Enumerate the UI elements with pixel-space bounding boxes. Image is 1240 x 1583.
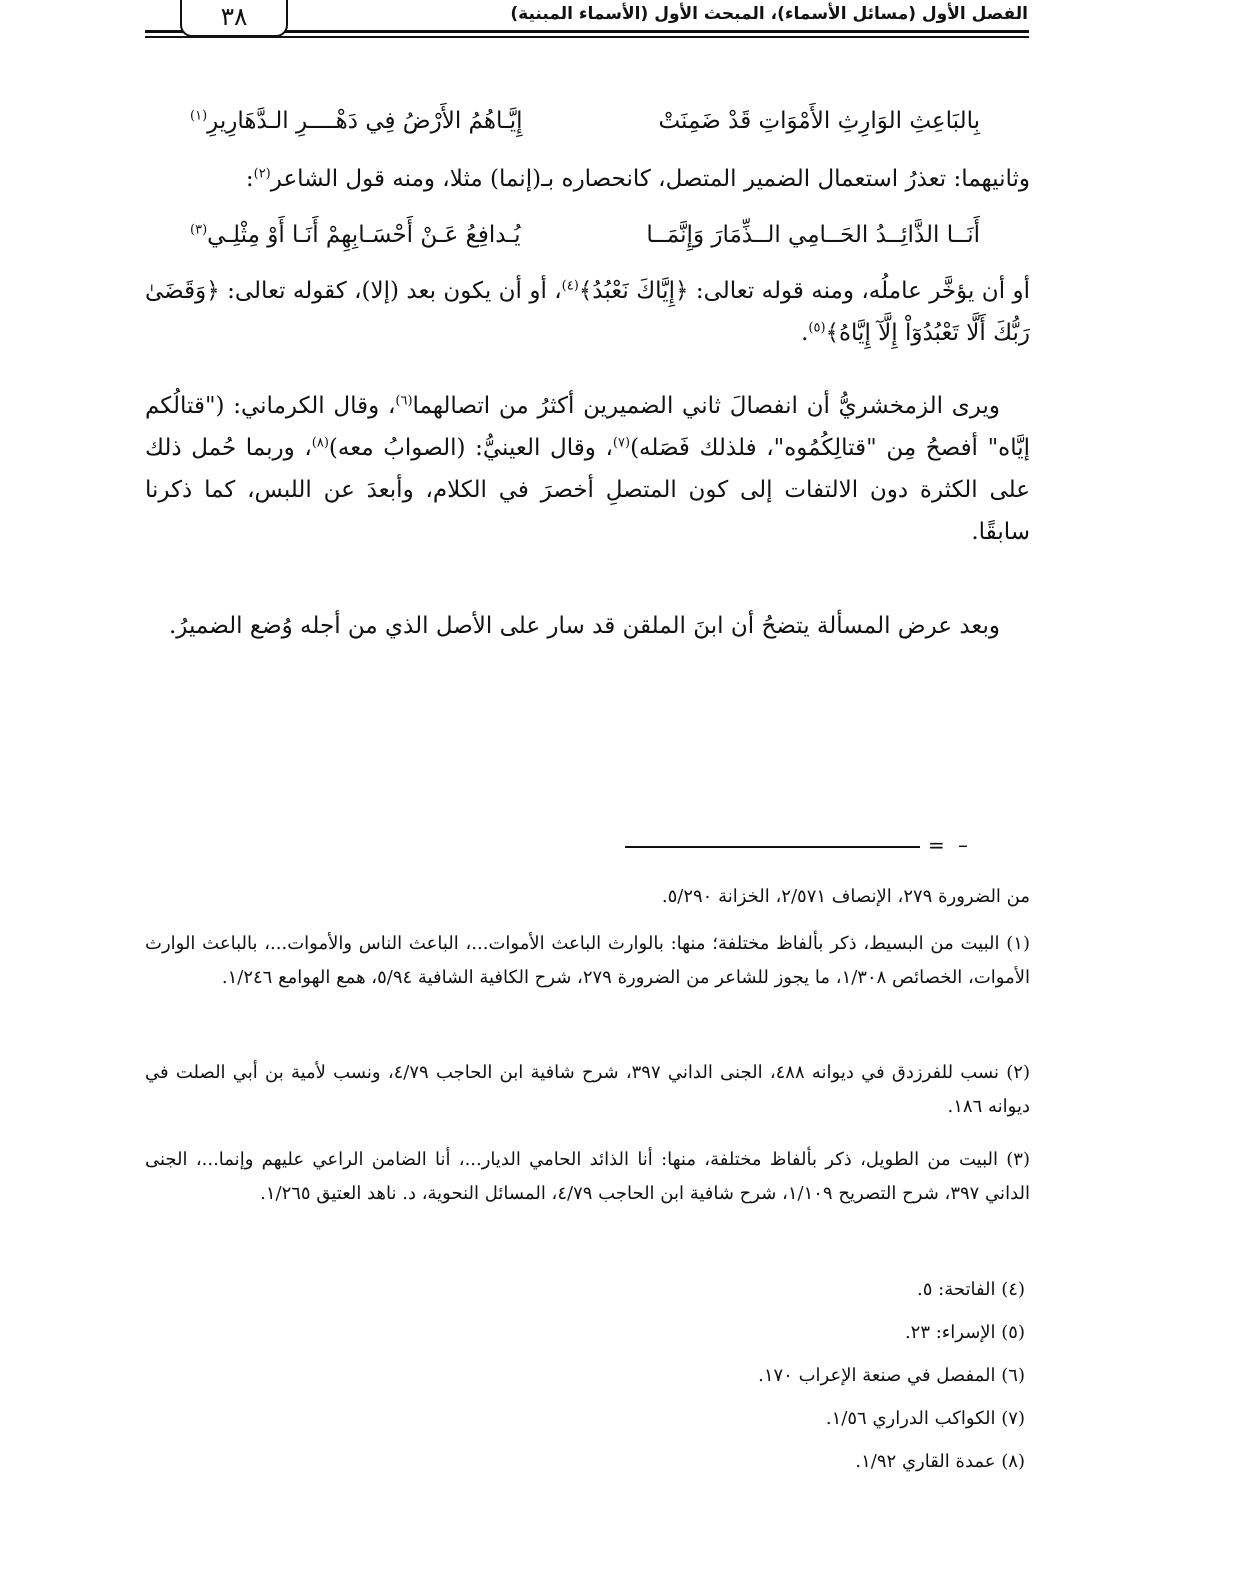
footnote-ref-8: (٨) <box>311 435 329 451</box>
footnote-separator-line <box>625 846 920 848</box>
footnote-5: (٥) الإسراء: ٢٣. <box>904 1322 1025 1343</box>
footnote-ref-2: (٢) <box>253 166 271 182</box>
paragraph-zamakhshari-b: ، وقال الكرماني: ("قتالُكم إيَّاه" أفصحُ مِن "قتالِكُمُوه"، فلذلك فَصَله) <box>145 393 1031 461</box>
paragraph-quran-examples-end: . <box>801 320 809 346</box>
paragraph-zamakhshari-c: ، وقال العينيُّ: (الصوابُ معه) <box>328 435 613 461</box>
footnote-ref-5: (٥) <box>808 320 826 336</box>
footnote-continuation: من الضرورة ٢٧٩، الإنصاف ٢/٥٧١، الخزانة ٥/٢٩٠. <box>661 886 1030 907</box>
page-number-box <box>180 0 288 37</box>
poem-verse-2-second-hemistich <box>190 215 521 255</box>
paragraph-zamakhshari-a: ويرى الزمخشريُّ أن انفصالَ ثاني الضميرين أكثرُ من اتصالهما <box>412 393 1000 419</box>
poem-verse-2-second-hemistich-text: يُـدافِعُ عَـنْ أَحْسَـابِهِمْ أَنَـا أَوْ مِثْلِـي <box>207 222 521 248</box>
footnote-ref-4: (٤) <box>561 278 579 294</box>
paragraph-intro-second <box>145 158 1030 200</box>
poem-verse-2 <box>150 215 980 255</box>
paragraph-zamakhshari <box>145 385 1030 553</box>
footnote-separator-equals: = <box>928 833 945 857</box>
footnote-2: (٢) نسب للفرزدق في ديوانه ٤٨٨، الجنى الداني ٣٩٧، شرح شافية ابن الحاجب ٤/٧٩، ونسب لأمية بن أبي الصلت في ديوانه ١٨٦. <box>145 1062 1030 1117</box>
paragraph-quran-examples <box>145 270 1030 354</box>
footnote-4: (٤) الفاتحة: ٥. <box>917 1279 1025 1300</box>
paragraph-quran-examples-b: ، أو أن يكون بعد (إلا)، كقوله تعالى: ﴿وَقَضَىٰ رَبُّكَ أَلَّا تَعْبُدُوٓاْ إِلَّآ إِيَّاهُ﴾ <box>145 278 1030 346</box>
poem-verse-1-second-hemistich-text: إِيَّـاهُمُ الأَرْضُ فِي دَهْــــرِ الـدَّهَارِيرِ <box>207 108 523 134</box>
paragraph-intro-second-text: وثانيهما: تعذرُ استعمال الضمير المتصل، كانحصاره بـ(إنما) مثلا، ومنه قول الشاعر <box>270 166 1030 192</box>
footnote-6: (٦) المفصل في صنعة الإعراب ١٧٠. <box>758 1365 1025 1386</box>
poem-verse-1 <box>150 101 980 141</box>
footnote-1: (١) البيت من البسيط، ذكر بألفاظ مختلفة؛ منها: بالوارث الباعث الأموات...، الباعث الناس والأموات...، بالباعث الوارث الأموات، الخصائص ١/٣٠٨، ما يجوز للشاعر من الضرورة ٢٧٩، شرح الكافية الشافية ٥/٩٤، همع الهوامع ١/٢٤٦. <box>145 933 1030 988</box>
poem-verse-2-first-hemistich: أَنَــا الذَّائِــدُ الحَــامِي الــذِّمَارَ وَإِنَّمَــا <box>646 222 980 248</box>
paragraph-quran-examples-a: أو أن يؤخَّر عاملُه، ومنه قوله تعالى: ﴿إِيَّاكَ نَعْبُدُ﴾ <box>578 278 1030 304</box>
footnote-ref-1: (١) <box>190 108 208 124</box>
footnote-ref-7: (٧) <box>612 435 631 451</box>
footnote-ref-6: (٦) <box>395 393 413 409</box>
paragraph-intro-second-colon: : <box>245 166 254 192</box>
footnote-3: (٣) البيت من الطويل، ذكر بألفاظ مختلفة، منها: أنا الذائد الحامي الديار...، أنا الضامن الراعي عليهم وإنما...، الجنى الداني ٣٩٧، شرح التصريح ١/١٠٩، شرح شافية ابن الحاجب ٤/٧٩، المسائل النحوية، د. ناهد العتيق ١/٢٦٥. <box>145 1149 1030 1204</box>
page-number: ٣٨ <box>220 2 248 31</box>
paragraph-zamakhshari-d: ، وربما حُمل ذلك على الكثرة دون الالتفات إلى كون المتصلِ أخصرَ في الكلام، وأبعدَ عن اللبس، كما ذكرنا سابقًا. <box>145 435 1030 545</box>
poem-verse-1-first-hemistich: بِالبَاعِثِ الوَارِثِ الأَمْوَاتِ قَدْ ضَمِنَتْ <box>658 108 980 134</box>
footnote-7: (٧) الكواكب الدراري ١/٥٦. <box>825 1408 1025 1429</box>
paragraph-conclusion: وبعد عرض المسألة يتضحُ أن ابنَ الملقن قد سار على الأصل الذي من أجله وُضع الضميرُ. <box>168 613 1000 639</box>
poem-verse-1-second-hemistich <box>190 101 523 141</box>
footnote-separator-dash: – <box>958 833 968 857</box>
running-header-title: الفصل الأول (مسائل الأسماء)، المبحث الأول (الأسماء المبنية) <box>510 4 1028 24</box>
footnote-ref-3: (٣) <box>190 222 208 238</box>
footnote-8: (٨) عمدة القاري ١/٩٢. <box>855 1451 1025 1472</box>
